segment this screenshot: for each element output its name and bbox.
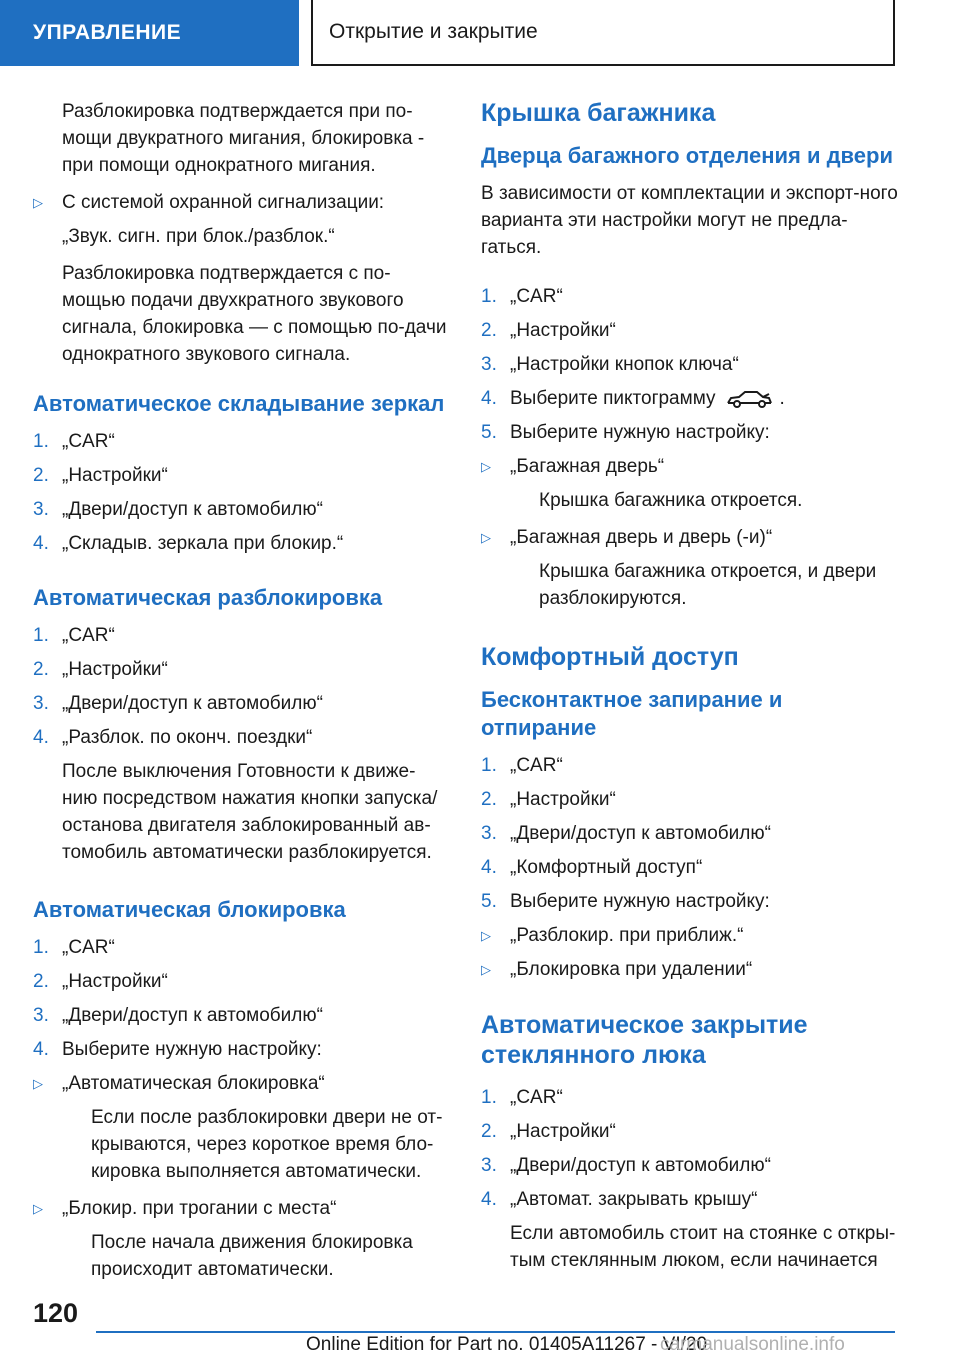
chapter-title: Открытие и закрытие — [329, 20, 538, 43]
triangle-bullet-icon: ▷ — [481, 962, 491, 977]
option-description: Крышка багажника откроется, и двери разблокируются. — [539, 561, 877, 609]
sub-bullet: ▷ „Багажная дверь и дверь (-и)“ — [481, 524, 901, 551]
list-item: 3. „Двери/доступ к автомобилю“ — [33, 693, 323, 714]
sunroof-description: Если автомобиль стоит на стоянке с откры-тым стеклянным люком, если начинается — [510, 1223, 896, 1271]
list-item: 1. „CAR“ — [481, 755, 563, 776]
list-item: 3. „Двери/доступ к автомобилю“ — [33, 499, 323, 520]
triangle-bullet-icon: ▷ — [481, 928, 491, 943]
triangle-bullet-icon: ▷ — [481, 459, 491, 474]
list-item: 5. Выберите нужную настройку: — [481, 422, 770, 443]
list-item: 3. „Двери/доступ к автомобилю“ — [481, 1155, 771, 1176]
option-description: Если после разблокировки двери не от-крываются, через короткое время бло-кировка выполняется автоматически. — [91, 1107, 443, 1182]
list-item: 2. „Настройки“ — [33, 971, 168, 992]
trunk-intro: В зависимости от комплектации и экспорт-ного варианта эти настройки могут не предла-гаться. — [481, 183, 898, 258]
left-column — [33, 98, 448, 1293]
footer-divider — [96, 1331, 895, 1333]
right-column — [481, 98, 901, 1284]
auto-unlock-heading: Автоматическая разблокировка — [33, 585, 383, 610]
triangle-bullet-icon: ▷ — [481, 530, 491, 545]
section-tab — [0, 0, 299, 66]
edition-text: Online Edition for Part no. 01405A11267 - VI/20 — [306, 1334, 708, 1355]
auto-unlock-description: После выключения Готовности к движе-нию посредством нажатия кнопки запуска/останова двигателя заблокированный ав-томобиль автоматически разблокируется. — [62, 761, 438, 863]
trunk-subheading: Дверца багажного отделения и двери — [481, 143, 893, 168]
list-item: 2. „Настройки“ — [33, 465, 168, 486]
list-item: 1. „CAR“ — [481, 286, 563, 307]
list-item: 2. „Настройки“ — [481, 789, 616, 810]
list-item: 4. „Разблок. по оконч. поездки“ — [33, 727, 313, 748]
sub-bullet: ▷ „Блокировка при удалении“ — [481, 956, 901, 983]
sub-bullet: ▷ „Разблокир. при приближ.“ — [481, 922, 901, 949]
comfort-heading: Комфортный доступ — [481, 643, 739, 671]
bullet-text: С системой охранной сигнализации: — [62, 192, 385, 213]
car-icon — [725, 389, 773, 409]
sub-bullet: ▷ „Автоматическая блокировка“ — [33, 1070, 448, 1097]
triangle-bullet-icon: ▷ — [33, 195, 43, 210]
comfort-subheading: Бесконтактное запирание и отпирание — [481, 687, 783, 740]
list-item: 3. „Настройки кнопок ключа“ — [481, 354, 739, 375]
list-item: 4. „Комфортный доступ“ — [481, 857, 703, 878]
sub-bullet: ▷ „Багажная дверь“ — [481, 453, 901, 480]
chapter-tab — [311, 0, 895, 66]
list-item: 1. „CAR“ — [33, 937, 115, 958]
list-item: 3. „Двери/доступ к автомобилю“ — [481, 823, 771, 844]
list-item: 2. „Настройки“ — [33, 659, 168, 680]
list-item: 1. „CAR“ — [33, 431, 115, 452]
mirror-heading: Автоматическое складывание зеркал — [33, 391, 445, 416]
list-item: 4. Выберите нужную настройку: — [33, 1039, 322, 1060]
continued-text: Разблокировка подтверждается при по-мощи двукратного мигания, блокировка - при помощи однократного мигания. — [62, 101, 425, 176]
watermark: carmanualsonline.info — [660, 1334, 845, 1355]
option-description: После начала движения блокировка происходит автоматически. — [91, 1232, 413, 1280]
list-item: 1. „CAR“ — [33, 625, 115, 646]
list-item: 2. „Настройки“ — [481, 1121, 616, 1142]
trunk-heading: Крышка багажника — [481, 99, 716, 127]
alarm-description: Разблокировка подтверждается с по-мощью подачи двухкратного звукового сигнала, блокировка — с помощью по-дачи однократного звукового сигнала. — [62, 263, 447, 365]
list-item: 1. „CAR“ — [481, 1087, 563, 1108]
bullet-alarm — [33, 189, 448, 216]
list-item: 4. „Складыв. зеркала при блокир.“ — [33, 533, 344, 554]
page-number: 120 — [33, 1298, 79, 1328]
section-title: УПРАВЛЕНИЕ — [33, 21, 182, 44]
sub-bullet: ▷ „Блокир. при трогании с места“ — [33, 1195, 448, 1222]
auto-lock-heading: Автоматическая блокировка — [33, 897, 346, 922]
sunroof-heading: Автоматическое закрытие стеклянного люка — [481, 1011, 808, 1069]
triangle-bullet-icon: ▷ — [33, 1076, 43, 1091]
list-item: 2. „Настройки“ — [481, 320, 616, 341]
list-item: 3. „Двери/доступ к автомобилю“ — [33, 1005, 323, 1026]
list-item: 5. Выберите нужную настройку: — [481, 891, 770, 912]
triangle-bullet-icon: ▷ — [33, 1201, 43, 1216]
option-description: Крышка багажника откроется. — [539, 490, 803, 511]
list-item: 4. Выберите пиктограмму . — [481, 388, 785, 409]
alarm-option: „Звук. сигн. при блок./разблок.“ — [62, 226, 335, 247]
list-item: 4. „Автомат. закрывать крышу“ — [481, 1189, 758, 1210]
